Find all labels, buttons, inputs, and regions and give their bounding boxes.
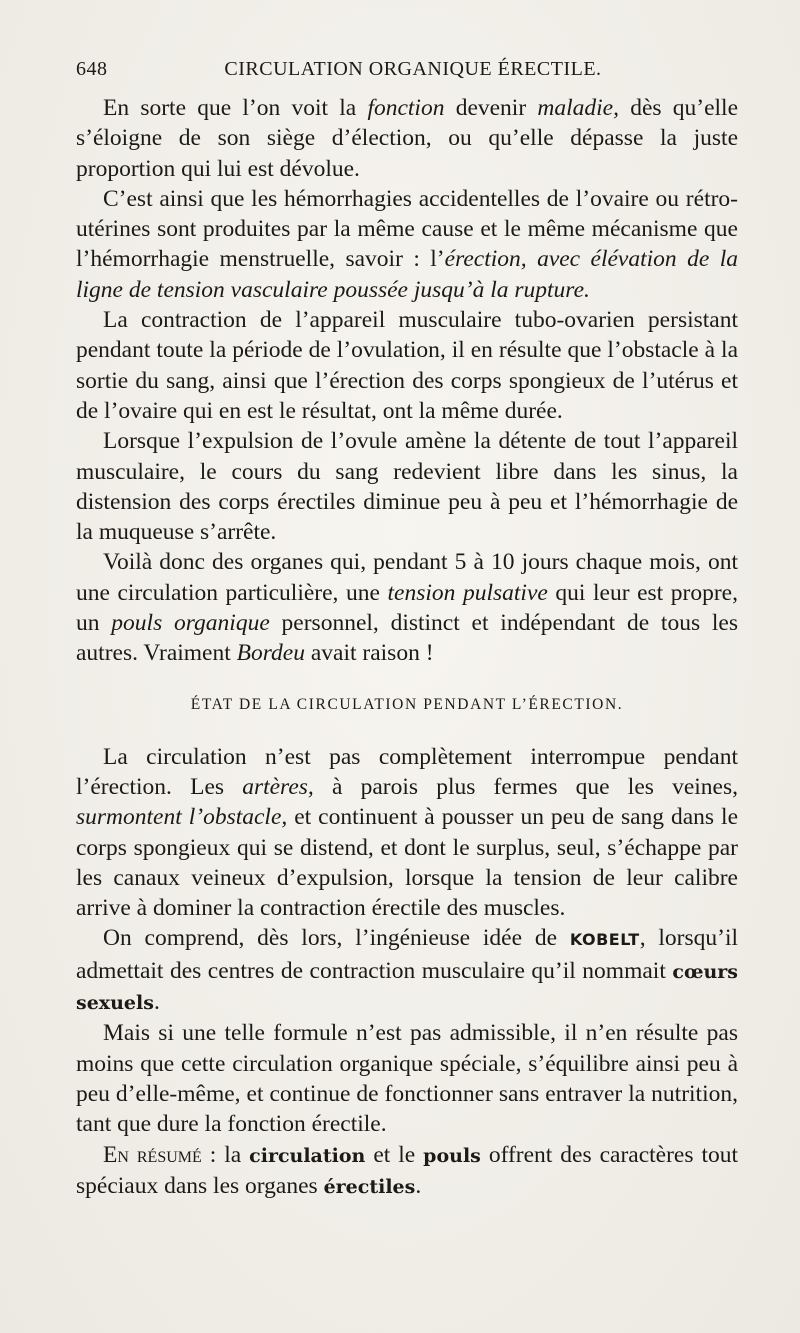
text: Lorsque l’expulsion de l’ovule amène la détente de tout l’appareil musculaire, le cours du sang redevient libre dans les sinus, la distension des corps érectiles diminue peu à peu et l’hémorrhagie de la muqueuse s’arrête. (76, 428, 738, 546)
paragraph-4 (76, 426, 738, 547)
text: La circulation n’est pas complètement interrompue pendant l’érection. Les (76, 743, 738, 800)
text: C’est ainsi que les hémorrhagies accidentelles de l’ovaire ou rétro-utérines sont produites par la même cause et le même mécanisme que l’hémorrhagie menstruelle, savoir : l’ (76, 185, 738, 273)
text: La contraction de l’appareil musculaire tubo-ovarien persistant pendant toute la période de l’ovulation, il en résulte que l’obstacle à la sortie du sang, ainsi que l’érection des corps spongieux de l’utérus et de l’ovaire qui en est le résultat, ont la même durée. (76, 307, 738, 424)
paragraph-1 (76, 93, 738, 184)
text: devenir (444, 95, 538, 121)
paragraph-5 (76, 547, 738, 668)
italic-text: érection, avec élévation de la ligne de tension vasculaire poussée jusqu’à la rupture. (76, 246, 738, 303)
text: . (415, 1172, 422, 1199)
text: En sorte que l’on voit la (103, 95, 368, 121)
text: avait raison ! (304, 640, 434, 667)
paragraph-6 (76, 742, 738, 924)
summary-lead: En résumé (103, 1141, 202, 1168)
text: . (153, 989, 160, 1016)
bold-term: pouls (423, 1144, 481, 1167)
text: : la (201, 1141, 250, 1168)
paragraph-9 (76, 1140, 738, 1203)
author-name: KOBELT (569, 930, 640, 950)
italic-text: tension pulsative (387, 579, 548, 606)
paragraph-8 (76, 1018, 738, 1139)
paragraph-7 (76, 923, 738, 1018)
italic-text: surmontent l’obstacle, (76, 804, 288, 831)
bold-term: circulation (249, 1144, 366, 1167)
text: Voilà donc des organes qui, pendant 5 à 10 jours chaque mois, ont une circulation particulière, une (76, 549, 738, 606)
bold-term: cœurs sexuels (76, 960, 738, 1015)
italic-text: fonction (367, 95, 445, 121)
paragraph-2 (76, 184, 738, 305)
text: qui leur est propre, un (76, 579, 738, 637)
text: et continuent à pousser un peu de sang dans le corps spongieux qui se distend, et dont le surplus, seul, s’échappe par les canaux veineux d’expulsion, lorsque la tension de leur calibre arrive à dominer la contraction érectile des muscles. (76, 804, 739, 922)
italic-text: maladie, (537, 95, 619, 121)
text: , lorsqu’il admettait des centres de contraction musculaire qu’il nommait (76, 925, 738, 984)
page-number: 648 (76, 58, 108, 80)
italic-text: Bordeu (236, 640, 305, 667)
text: personnel, distinct et indépendant de tous les autres. Vraiment (76, 610, 738, 667)
text: et le (365, 1141, 424, 1168)
italic-text: artères, (242, 773, 314, 800)
text: offrent des caractères tout spéciaux dans les organes (76, 1141, 739, 1199)
running-title: CIRCULATION ORGANIQUE ÉRECTILE. (224, 58, 602, 80)
text: à parois plus fermes que les veines, (313, 773, 738, 800)
running-header (76, 58, 736, 88)
paragraph-3 (76, 305, 738, 426)
italic-text: pouls organique (111, 610, 270, 637)
text: Mais si une telle formule n’est pas admissible, il n’en résulte pas moins que cette circulation organique spéciale, s’équilibre ainsi peu à peu d’elle-même, et continue de fonctionner sans entraver la nutrition, tant que dure la fonction érectile. (76, 1020, 738, 1138)
text: dès qu’elle s’éloigne de son siège d’élection, ou qu’elle dépasse la juste proportion qui lui est dévolue. (76, 95, 739, 182)
page-body (76, 93, 738, 1202)
bold-term: érectiles (323, 1175, 416, 1198)
section-heading: ÉTAT DE LA CIRCULATION PENDANT L’ÉRECTION. (190, 695, 624, 713)
text: On comprend, dès lors, l’ingénieuse idée de (103, 925, 570, 952)
